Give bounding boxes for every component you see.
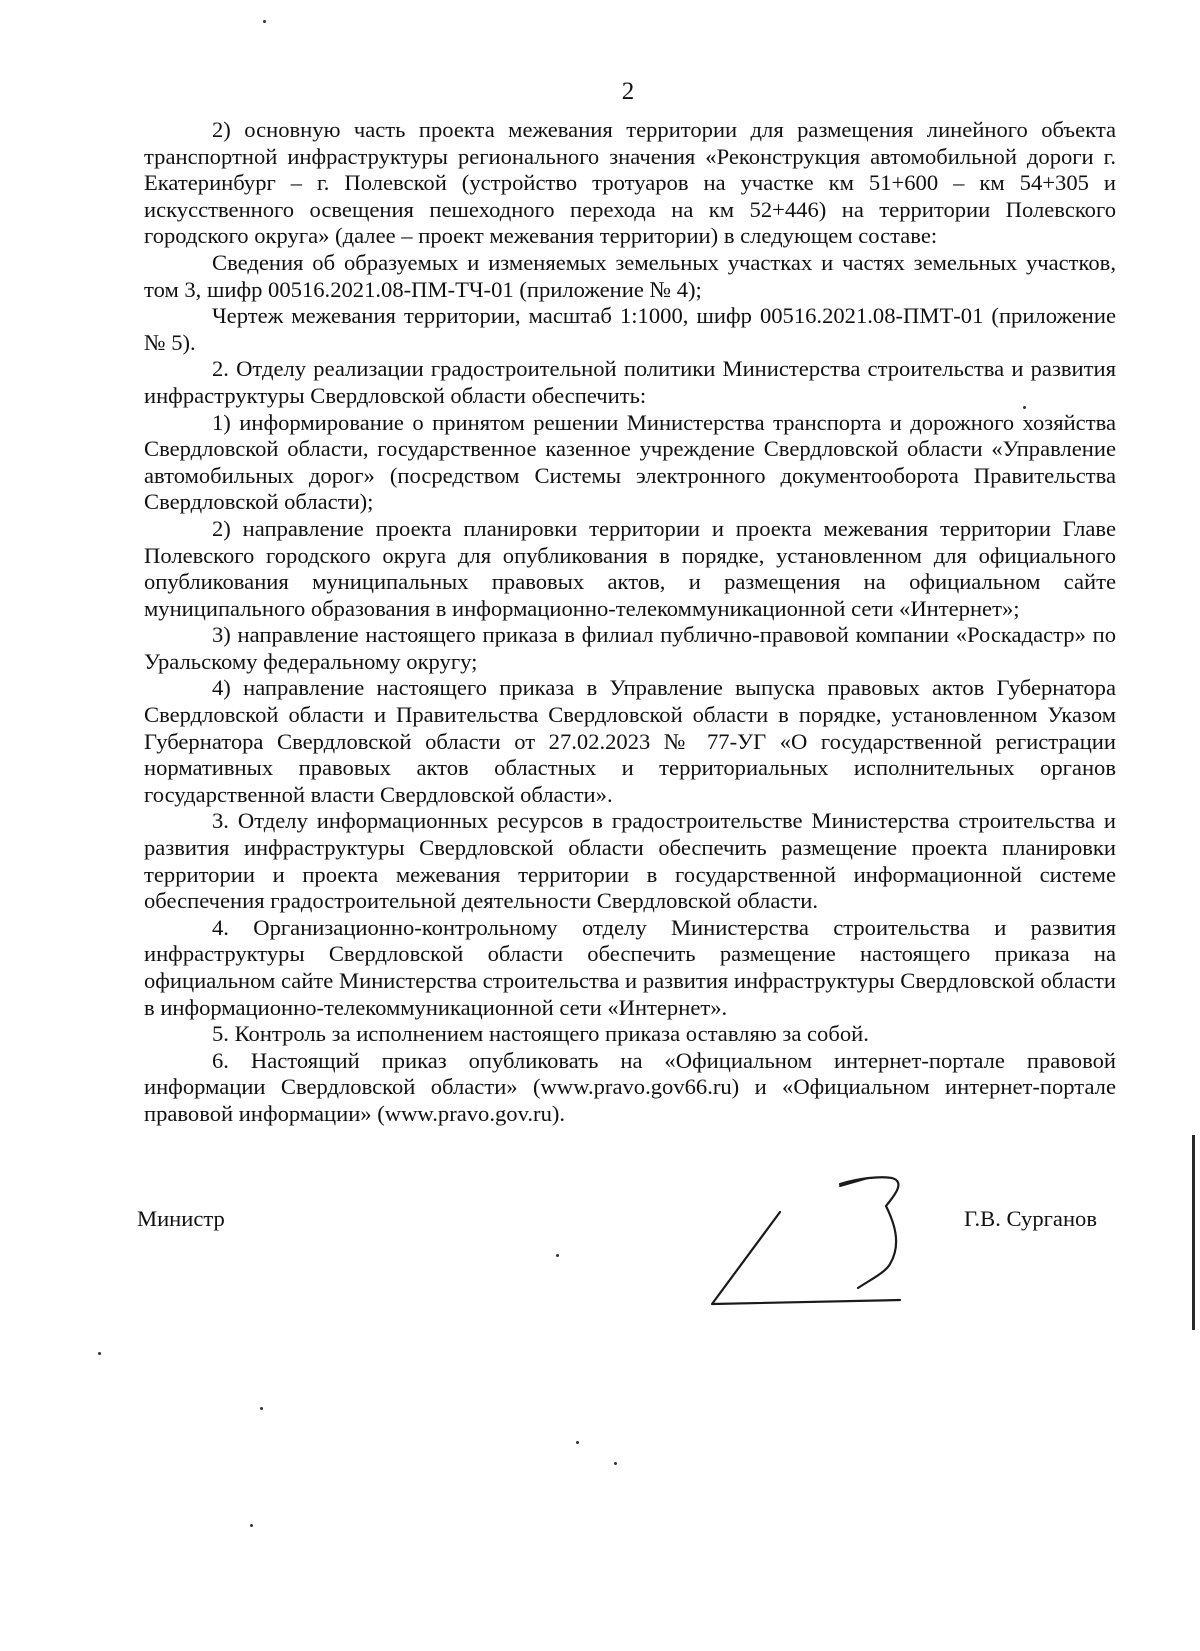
- document-body: [144, 117, 1116, 1128]
- paragraph-surveying-drawing: Чертеж межевания территории, масштаб 1:1000, шифр 00516.2021.08-ПМТ-01 (приложение № 5).: [144, 303, 1116, 355]
- signer-name: Г.В. Сурганов: [964, 1206, 1097, 1231]
- paragraph-land-plots-info: Сведения об образуемых и изменяемых земельных участках и частях земельных участков, том 3, шифр 00516.2021.08-ПМ-ТЧ-01 (приложение № 4);: [144, 249, 1116, 302]
- paragraph-item-3: 3. Отделу информационных ресурсов в градостроительстве Министерства строительства и развития инфраструктуры Свердловской области обеспечить размещение проекта планировки территории и проекта межевания территории в государственной информационной системе обеспечения градостроительной деятельности Свердловской области.: [144, 808, 1116, 914]
- scan-speck: [98, 1352, 101, 1355]
- scan-speck: [1023, 406, 1026, 409]
- paragraph-item-5: 5. Контроль за исполнением настоящего приказа оставляю за собой.: [212, 1021, 869, 1047]
- paragraph-item-2: 2. Отделу реализации градостроительной политики Министерства строительства и развития инфраструктуры Свердловской области обеспечить:: [144, 356, 1116, 408]
- signer-position: Министр: [137, 1206, 225, 1231]
- scan-speck: [260, 1407, 263, 1410]
- scan-speck: [556, 1254, 559, 1257]
- paragraph-item-2-1: 1) информирование о принятом решении Министерства транспорта и дорожного хозяйства Свердловской области, государственное казенное учреждение Свердловской области «Управление автомобильных дорог» (посредством Системы электронного документооборота Правительства Свердловской области);: [144, 409, 1116, 515]
- scan-speck: [263, 20, 266, 23]
- paragraph-item-2-3: 3) направление настоящего приказа в филиал публично-правовой компании «Роскадастр» по Уральскому федеральному округу;: [144, 622, 1116, 674]
- handwritten-signature: [700, 1172, 930, 1312]
- scan-speck: [250, 1524, 253, 1527]
- signature-block: [137, 1206, 1097, 1246]
- paragraph-item-2-2: 2) направление проекта планировки территории и проекта межевания территории Главе Полевского городского округа для опубликования в порядке, установленном для официального опубликования муниципальных правовых актов, и размещения на официальном сайте муниципального образования в информационно-телекоммуникационной сети «Интернет»;: [144, 515, 1116, 621]
- page-number: 2: [621, 78, 635, 105]
- scan-speck: [614, 1462, 617, 1465]
- paragraph-item-2-4: 4) направление настоящего приказа в Управление выпуска правовых актов Губернатора Свердловской области и Правительства Свердловской области в порядке, установленном Указом Губернатора Свердловской области от 27.02.2023 № 77-УГ «О государственной регистрации нормативных правовых актов областных и территориальных исполнительных органов государственной власти Свердловской области».: [144, 675, 1116, 807]
- paragraph-item-6: 6. Настоящий приказ опубликовать на «Официальном интернет-портале правовой информации Свердловской области» (www.pravo.gov66.ru) и «Официальном интернет-портале правовой информации» (www.pravo.gov.ru).: [144, 1047, 1116, 1126]
- paragraph-item-4: 4. Организационно-контрольному отделу Министерства строительства и развития инфраструктуры Свердловской области обеспечить размещение настоящего приказа на официальном сайте Министерства строительства и развития инфраструктуры Свердловской области в информационно-телекоммуникационной сети «Интернет».: [144, 914, 1116, 1020]
- scan-speck: [576, 1441, 579, 1444]
- scan-edge-line: [1192, 1135, 1195, 1330]
- paragraph-moving-project-main-part: 2) основную часть проекта межевания территории для размещения линейного объекта транспортной инфраструктуры регионального значения «Реконструкция автомобильной дороги г. Екатеринбург – г. Полевской (устройство тротуаров на участке км 51+600 – км 54+305 и искусственного освещения пешеходного перехода на км 52+446) на территории Полевского городского округа» (далее – проект межевания территории) в следующем составе:: [144, 117, 1116, 249]
